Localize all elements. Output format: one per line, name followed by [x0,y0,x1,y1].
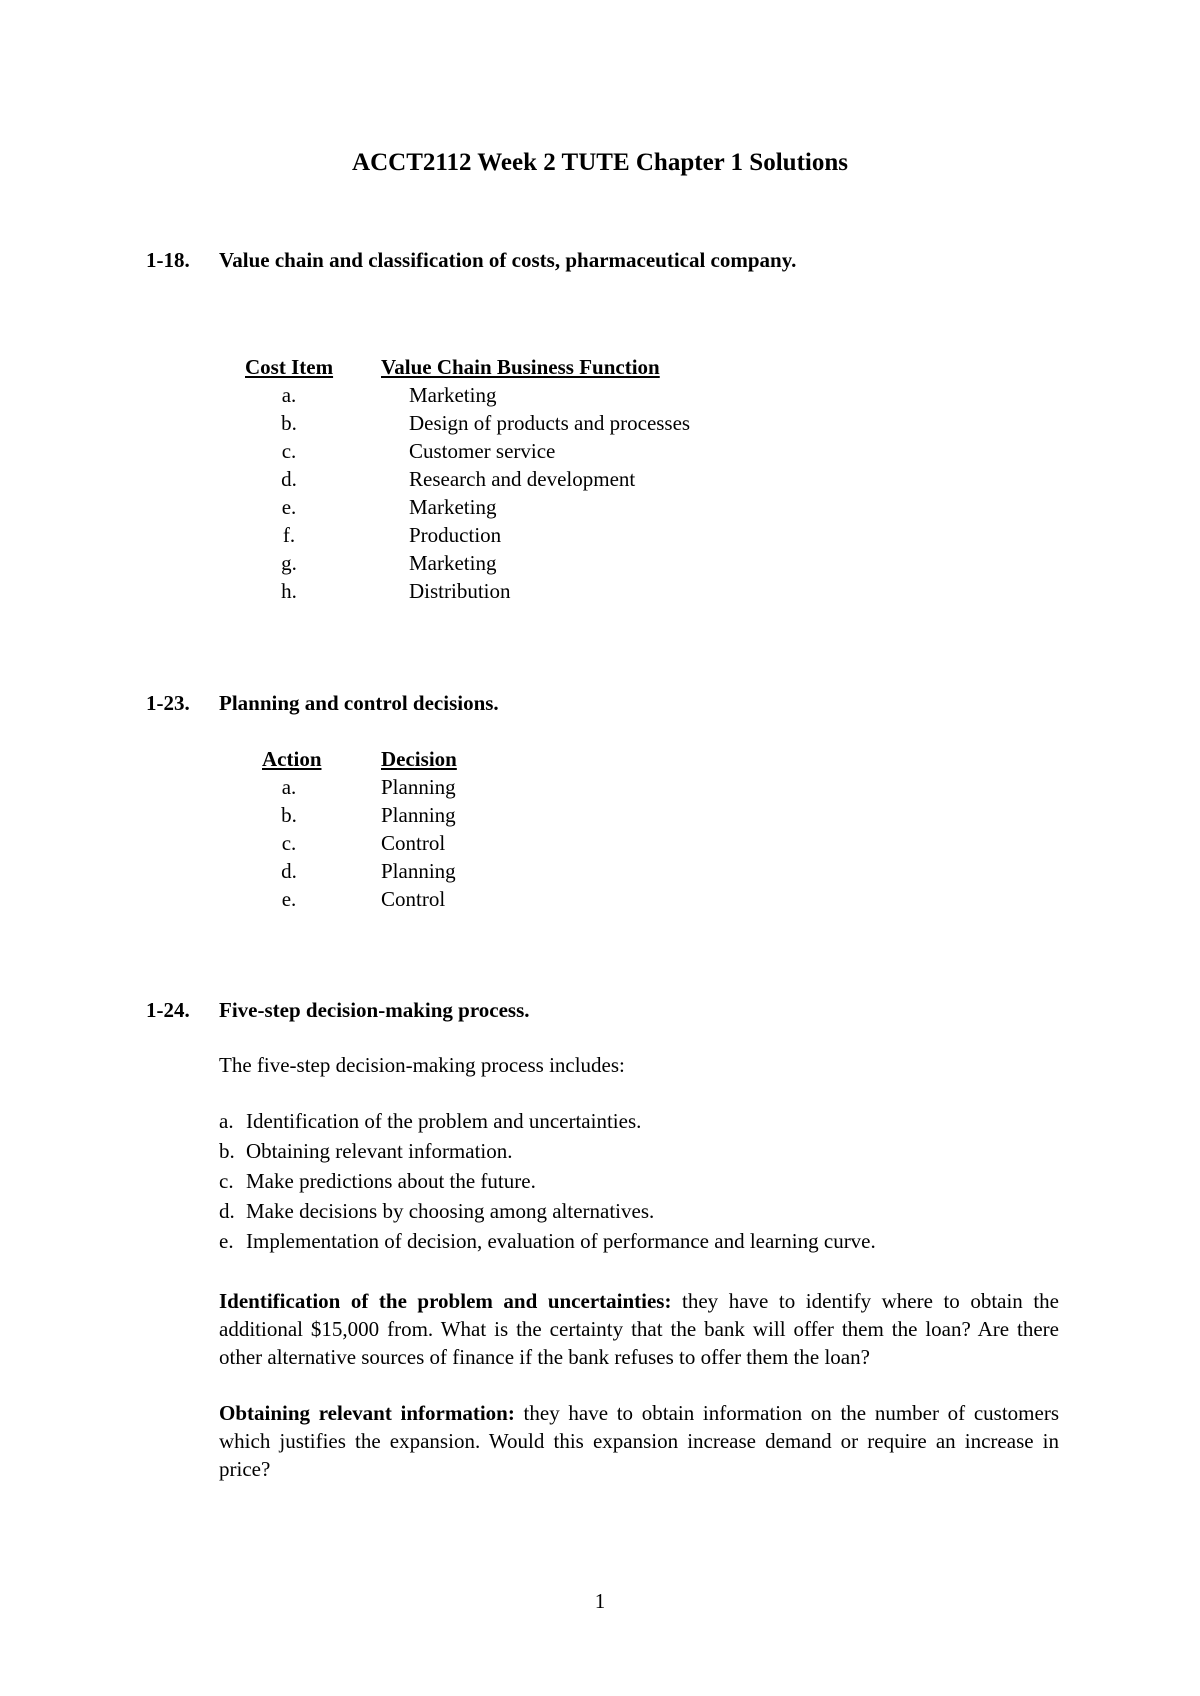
row-letter: a. [281,383,297,407]
section-number: 1-18. [146,248,190,272]
section-number: 1-23. [146,691,190,715]
row-letter: a. [281,775,297,799]
row-letter: f. [282,523,296,547]
row-value: Control [381,831,446,855]
paragraph-text: they have to obtain information on the number of customers which justifies the expansion. Would this expansion increase demand or require an increase in price? [219,1401,1059,1481]
paragraph-label: Obtaining relevant information: [219,1401,515,1425]
paragraph-text: they have to identify where to obtain the additional $15,000 from. What is the certainty that the bank will offer them the loan? Are there other alternative sources of finance if the bank refuses to offer them the loan? [219,1289,1059,1369]
step-letter: a. [219,1109,234,1133]
row-value: Planning [381,775,456,799]
table-header-value-chain-function: Value Chain Business Function [381,355,660,379]
table-header-cost-item: Cost Item [245,355,334,379]
step-letter: d. [219,1199,235,1223]
row-value: Planning [381,803,456,827]
step-text: Identification of the problem and uncertainties. [246,1109,642,1133]
row-value: Marketing [409,551,497,575]
row-value: Marketing [409,383,497,407]
row-value: Distribution [409,579,511,603]
row-value: Marketing [409,495,497,519]
step-text: Obtaining relevant information. [246,1139,513,1163]
document-title: ACCT2112 Week 2 TUTE Chapter 1 Solutions [352,149,848,176]
row-letter: h. [281,579,297,603]
section-number: 1-24. [146,998,190,1022]
section-title: Planning and control decisions. [219,691,499,715]
table-header-decision: Decision [381,747,457,771]
row-letter: b. [281,803,297,827]
paragraph-relevant-information [219,1399,1059,1483]
step-text: Make predictions about the future. [246,1169,536,1193]
row-letter: d. [281,859,297,883]
section-title: Value chain and classification of costs, pharmaceutical company. [219,248,797,272]
row-letter: d. [281,467,297,491]
step-letter: e. [219,1229,234,1253]
step-text: Implementation of decision, evaluation of performance and learning curve. [246,1229,876,1253]
table-header-action: Action [262,747,322,771]
paragraph-identification [219,1287,1059,1371]
step-letter: c. [219,1169,234,1193]
step-letter: b. [219,1139,235,1163]
row-letter: g. [281,551,297,575]
row-value: Customer service [409,439,556,463]
row-value: Control [381,887,446,911]
row-letter: c. [281,831,297,855]
paragraph-label: Identification of the problem and uncertainties: [219,1289,672,1313]
section-title: Five-step decision-making process. [219,998,530,1022]
row-letter: b. [281,411,297,435]
row-letter: e. [281,887,297,911]
row-value: Production [409,523,502,547]
row-letter: c. [281,439,297,463]
row-value: Design of products and processes [409,411,691,435]
row-letter: e. [281,495,297,519]
step-text: Make decisions by choosing among alternatives. [246,1199,655,1223]
row-value: Research and development [409,467,636,491]
process-intro-text: The five-step decision-making process includes: [219,1053,625,1077]
page-number: 1 [594,1589,606,1613]
row-value: Planning [381,859,456,883]
